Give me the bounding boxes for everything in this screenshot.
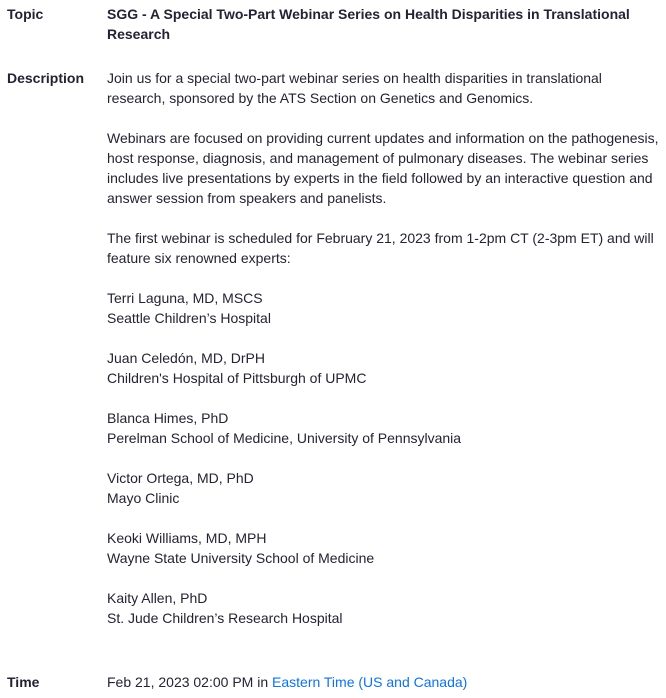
timezone-link[interactable]: Eastern Time (US and Canada) <box>272 674 468 690</box>
time-label: Time <box>7 674 40 690</box>
expert-entry <box>107 348 659 388</box>
description-schedule: The first webinar is scheduled for February 21, 2023 from 1-2pm CT (2-3pm ET) and will feature six renowned experts: <box>107 230 654 266</box>
expert-affiliation: Mayo Clinic <box>107 490 180 506</box>
expert-name: Keoki Williams, MD, MPH <box>107 530 267 546</box>
topic-value: SGG - A Special Two-Part Webinar Series on Health Disparities in Translational Research <box>107 6 630 42</box>
description-intro: Join us for a special two-part webinar series on health disparities in translational research, sponsored by the ATS Section on Genetics and Genomics. <box>107 70 602 106</box>
description-body <box>107 68 659 628</box>
expert-affiliation: St. Jude Children’s Research Hospital <box>107 610 343 626</box>
expert-entry <box>107 468 659 508</box>
expert-name: Blanca Himes, PhD <box>107 410 229 426</box>
time-value <box>107 672 659 692</box>
description-focus: Webinars are focused on providing current updates and information on the pathogenesis, host response, diagnosis, and management of pulmonary diseases. The webinar series includes live presentations by experts in the field followed by an interactive question and answer session from speakers and panelists. <box>107 130 659 206</box>
expert-affiliation: Perelman School of Medicine, University of Pennsylvania <box>107 430 462 446</box>
expert-name: Juan Celedón, MD, DrPH <box>107 350 265 366</box>
expert-affiliation: Wayne State University School of Medicine <box>107 550 375 566</box>
expert-name: Kaity Allen, PhD <box>107 590 208 606</box>
topic-label: Topic <box>7 6 44 22</box>
expert-entry <box>107 288 659 328</box>
expert-affiliation: Seattle Children’s Hospital <box>107 310 271 326</box>
expert-name: Victor Ortega, MD, PhD <box>107 470 254 486</box>
timezone-connector: in <box>257 674 269 690</box>
meeting-datetime: Feb 21, 2023 02:00 PM <box>107 674 254 690</box>
expert-entry <box>107 588 659 628</box>
description-label: Description <box>7 70 85 86</box>
expert-name: Terri Laguna, MD, MSCS <box>107 290 263 306</box>
expert-entry <box>107 408 659 448</box>
expert-entry <box>107 528 659 568</box>
expert-affiliation: Children's Hospital of Pittsburgh of UPMC <box>107 370 367 386</box>
